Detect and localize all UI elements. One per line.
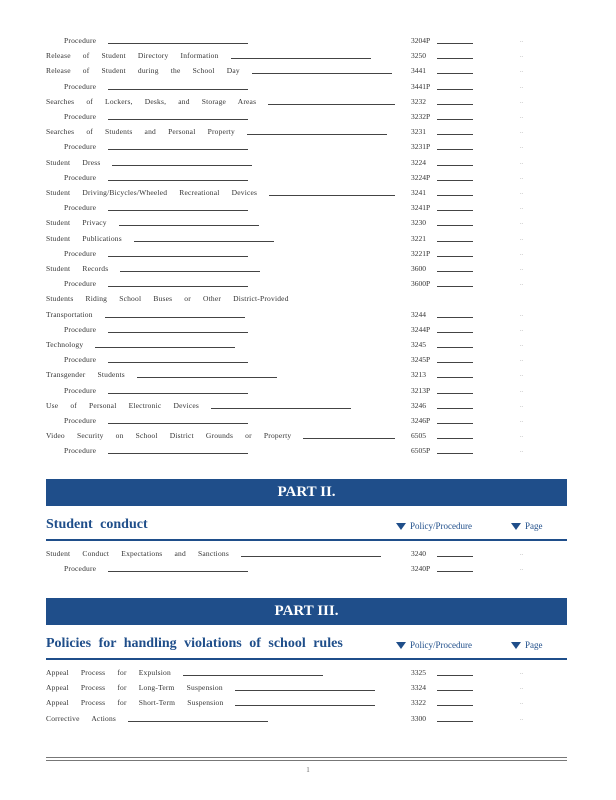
toc-page-line [437, 438, 473, 439]
toc-code: 3441P [411, 81, 431, 91]
toc-page-line [437, 286, 473, 287]
toc-code: 3441 [411, 66, 426, 76]
toc-code: 3244P [411, 324, 431, 334]
part3-col-page-label: Page [525, 640, 543, 650]
toc-dots: .. [520, 144, 523, 151]
toc-dots: .. [520, 235, 523, 242]
toc-page-line [437, 134, 473, 135]
toc-dots: .. [520, 205, 523, 212]
triangle-down-icon [396, 523, 406, 530]
toc-row [0, 353, 616, 367]
toc-dots: .. [520, 402, 523, 409]
toc-label: Release of Student Directory Information [46, 51, 219, 61]
toc-label: Corrective Actions [46, 713, 117, 723]
toc-label: Appeal Process for Long-Term Suspension [46, 683, 223, 693]
toc-page-line [437, 165, 473, 166]
toc-leader-line [119, 225, 259, 226]
toc-page-line [437, 119, 473, 120]
toc-leader-line [241, 556, 381, 557]
toc-code: 3240P [411, 564, 431, 573]
toc-dots: .. [520, 433, 523, 440]
toc-page-line [437, 423, 473, 424]
toc-code: 6505 [411, 431, 426, 441]
toc-code: 3600P [411, 279, 431, 289]
part3-col-policy-label: Policy/Procedure [410, 640, 472, 650]
toc-row [0, 399, 616, 413]
toc-leader-line [268, 104, 395, 105]
toc-label: Transgender Students [46, 370, 125, 380]
part2-banner: PART II. [46, 479, 567, 506]
toc-label: Searches of Lockers, Desks, and Storage Areas [46, 96, 257, 106]
toc-dots: .. [520, 700, 523, 707]
toc-label: Procedure [64, 142, 97, 152]
toc-label: Procedure [64, 385, 97, 395]
toc-dots: .. [520, 53, 523, 60]
part3-rule [46, 658, 567, 660]
toc-dots: .. [520, 38, 523, 44]
toc-dots: .. [520, 372, 523, 379]
toc-page-line [437, 89, 473, 90]
toc-page-line [437, 347, 473, 348]
toc-row [0, 110, 616, 124]
toc-leader-line [108, 256, 248, 257]
part3-banner: PART III. [46, 598, 567, 625]
toc-code: 3230 [411, 218, 426, 228]
toc-code: 3245 [411, 340, 426, 349]
toc-leader-line [183, 675, 323, 676]
toc-row [0, 247, 616, 261]
toc-label: Procedure [64, 81, 97, 91]
toc-label: Procedure [64, 446, 97, 456]
toc-dots: .. [520, 114, 523, 120]
toc-leader-line [252, 73, 392, 74]
toc-code: 3325 [411, 668, 426, 677]
toc-row [0, 696, 616, 710]
toc-leader-line [95, 347, 235, 348]
toc-label: Procedure [64, 564, 97, 573]
toc-dots: .. [520, 342, 523, 348]
footer-rule [46, 760, 567, 761]
toc-leader-line [105, 317, 245, 318]
toc-dots: .. [520, 190, 523, 196]
part2-col-policy-label: Policy/Procedure [410, 521, 472, 531]
toc-dots: .. [520, 448, 523, 455]
toc-code: 3224 [411, 157, 426, 167]
toc-page-line [437, 241, 473, 242]
toc-page-line [437, 690, 473, 691]
part2-title: Student conduct [46, 517, 148, 532]
toc-code: 3324 [411, 683, 426, 693]
toc-dots: .. [520, 220, 523, 227]
toc-page-line [437, 362, 473, 363]
toc-row [0, 201, 616, 215]
toc-row [0, 95, 616, 109]
toc-dots: .. [520, 266, 523, 272]
toc-row [0, 547, 616, 561]
toc-row [0, 429, 616, 443]
toc-code: 3213 [411, 370, 426, 380]
toc-leader-line [108, 210, 248, 211]
toc-code: 3231 [411, 127, 426, 137]
toc-dots: .. [520, 250, 523, 257]
toc-code: 3221 [411, 233, 426, 243]
triangle-down-icon [396, 642, 406, 649]
triangle-down-icon [511, 523, 521, 530]
toc-label: Procedure [64, 279, 97, 289]
toc-row [0, 338, 616, 352]
toc-page-line [437, 675, 473, 676]
toc-leader-line [108, 180, 248, 181]
toc-page-line [437, 721, 473, 722]
toc-leader-line [137, 377, 277, 378]
toc-dots: .. [520, 174, 523, 181]
toc-label: Transportation [46, 309, 93, 319]
toc-row [0, 186, 616, 200]
toc-code: 3204P [411, 36, 431, 45]
toc-label: Searches of Students and Personal Property [46, 127, 235, 137]
toc-leader-line [128, 721, 268, 722]
toc-row [0, 292, 616, 306]
toc-dots: .. [520, 311, 523, 318]
toc-page-line [437, 58, 473, 59]
toc-row [0, 666, 616, 680]
toc-dots: .. [520, 715, 523, 722]
toc-dots: .. [520, 129, 523, 136]
toc-leader-line [108, 149, 248, 150]
toc-row [0, 712, 616, 726]
toc-code: 3221P [411, 248, 431, 258]
toc-code: 3244 [411, 309, 426, 319]
toc-dots: .. [520, 83, 523, 90]
toc-page-line [437, 705, 473, 706]
toc-label: Student Conduct Expectations and Sanctions [46, 549, 229, 558]
toc-leader-line [108, 423, 248, 424]
toc-leader-line [235, 690, 375, 691]
toc-leader-line [269, 195, 395, 196]
toc-row [0, 681, 616, 695]
toc-code: 3245P [411, 355, 431, 365]
toc-leader-line [112, 165, 252, 166]
part2-col-page [511, 521, 543, 531]
toc-row [0, 323, 616, 337]
part2-col-policy [396, 521, 472, 531]
toc-code: 3224P [411, 172, 431, 182]
toc-leader-line [108, 571, 248, 572]
toc-page-line [437, 225, 473, 226]
toc-code: 3600 [411, 264, 426, 273]
toc-label: Appeal Process for Short-Term Suspension [46, 698, 224, 708]
toc-row [0, 384, 616, 398]
footer-rule [46, 757, 567, 758]
toc-page-line [437, 256, 473, 257]
toc-label: Student Dress [46, 157, 101, 167]
toc-label: Procedure [64, 248, 97, 258]
toc-label: Technology [46, 340, 84, 349]
toc-code: 3240 [411, 549, 426, 558]
toc-row [0, 562, 616, 576]
toc-row [0, 262, 616, 276]
toc-row [0, 444, 616, 458]
toc-dots: .. [520, 670, 523, 676]
toc-code: 3246P [411, 416, 431, 425]
toc-label: Student Privacy [46, 218, 107, 228]
toc-dots: .. [520, 357, 523, 364]
toc-leader-line [108, 89, 248, 90]
toc-dots: .. [520, 98, 523, 105]
page-number: 1 [306, 766, 310, 774]
toc-page-line [437, 332, 473, 333]
part2-rule [46, 539, 567, 541]
toc-dots: .. [520, 68, 523, 75]
toc-code: 3322 [411, 698, 426, 708]
toc-leader-line [108, 43, 248, 44]
part3-title: Policies for handling violations of school rules [46, 636, 343, 651]
toc-page-line [437, 73, 473, 74]
toc-label: Procedure [64, 112, 97, 121]
toc-code: 3213P [411, 385, 431, 395]
toc-leader-line [108, 332, 248, 333]
toc-leader-line [108, 362, 248, 363]
toc-row [0, 308, 616, 322]
toc-leader-line [303, 438, 395, 439]
triangle-down-icon [511, 642, 521, 649]
toc-row [0, 49, 616, 63]
toc-dots: .. [520, 281, 523, 288]
toc-page-line [437, 271, 473, 272]
toc-row [0, 156, 616, 170]
toc-page-line [437, 453, 473, 454]
toc-page-line [437, 317, 473, 318]
toc-page-line [437, 571, 473, 572]
toc-page-line [437, 408, 473, 409]
toc-row [0, 140, 616, 154]
toc-label: Appeal Process for Expulsion [46, 668, 171, 677]
toc-code: 3246 [411, 400, 426, 410]
toc-leader-line [247, 134, 387, 135]
toc-row [0, 125, 616, 139]
toc-page-line [437, 393, 473, 394]
toc-dots: .. [520, 418, 523, 424]
toc-row [0, 64, 616, 78]
toc-row [0, 277, 616, 291]
toc-code: 3232 [411, 96, 426, 106]
toc-dots: .. [520, 685, 523, 692]
toc-code: 3241 [411, 188, 426, 197]
toc-row [0, 232, 616, 246]
toc-row [0, 34, 616, 48]
toc-label: Student Publications [46, 233, 122, 243]
toc-code: 3231P [411, 142, 431, 152]
toc-code: 3241P [411, 203, 431, 213]
toc-row [0, 80, 616, 94]
toc-label: Procedure [64, 324, 97, 334]
toc-dots: .. [520, 159, 523, 166]
toc-page-line [437, 43, 473, 44]
toc-label: Students Riding School Buses or Other District-Provided [46, 294, 289, 304]
toc-label: Use of Personal Electronic Devices [46, 400, 200, 410]
toc-dots: .. [520, 326, 523, 333]
toc-leader-line [231, 58, 371, 59]
toc-label: Video Security on School District Grounds or Property [46, 431, 292, 441]
toc-leader-line [134, 241, 274, 242]
part2-heading [46, 517, 567, 539]
toc-label: Procedure [64, 172, 97, 182]
toc-label: Procedure [64, 355, 97, 365]
toc-dots: .. [520, 387, 523, 394]
toc-row [0, 216, 616, 230]
part3-heading [46, 636, 567, 658]
toc-leader-line [211, 408, 351, 409]
toc-leader-line [120, 271, 260, 272]
toc-page-line [437, 195, 473, 196]
toc-dots: .. [520, 566, 523, 572]
toc-leader-line [108, 286, 248, 287]
toc-page-line [437, 377, 473, 378]
toc-row [0, 414, 616, 428]
toc-leader-line [108, 453, 248, 454]
part3-col-policy [396, 640, 472, 650]
toc-page-line [437, 556, 473, 557]
toc-row [0, 368, 616, 382]
toc-label: Procedure [64, 416, 97, 425]
part3-col-page [511, 640, 543, 650]
toc-label: Procedure [64, 203, 97, 213]
toc-leader-line [108, 119, 248, 120]
part2-col-page-label: Page [525, 521, 543, 531]
toc-page-line [437, 180, 473, 181]
toc-label: Procedure [64, 36, 97, 45]
toc-leader-line [108, 393, 248, 394]
toc-code: 6505P [411, 446, 431, 456]
toc-code: 3250 [411, 51, 426, 61]
toc-dots: .. [520, 551, 523, 557]
toc-label: Student Records [46, 264, 109, 273]
toc-page-line [437, 104, 473, 105]
toc-page-line [437, 210, 473, 211]
toc-label: Release of Student during the School Day [46, 66, 240, 76]
toc-label: Student Driving/Bicycles/Wheeled Recreational Devices [46, 188, 258, 197]
toc-leader-line [235, 705, 375, 706]
toc-page-line [437, 149, 473, 150]
toc-row [0, 171, 616, 185]
toc-code: 3232P [411, 112, 431, 121]
toc-code: 3300 [411, 713, 426, 723]
